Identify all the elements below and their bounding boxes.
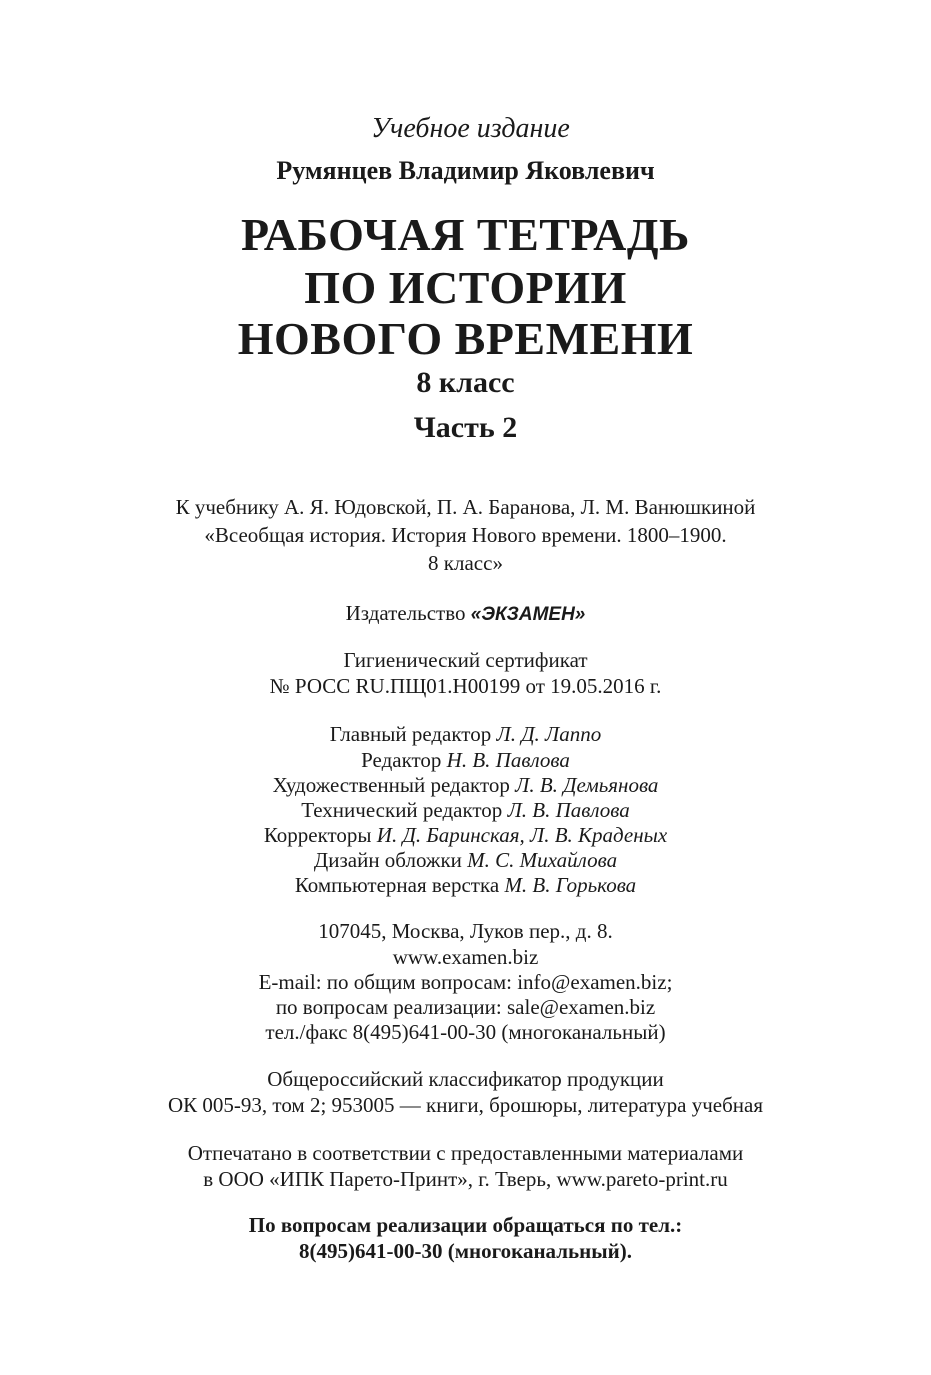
textbook-reference-line-2: «Всеобщая история. История Нового времени. 1800–1900. bbox=[204, 523, 727, 547]
certificate-line-1: Гигиенический сертификат bbox=[343, 648, 588, 672]
staff-role: Художественный редактор bbox=[272, 773, 516, 797]
staff-role: Дизайн обложки bbox=[313, 848, 468, 872]
part-label: Часть 2 bbox=[413, 411, 518, 444]
edition-kind: Учебное издание bbox=[371, 113, 570, 144]
grade-label: 8 класс bbox=[416, 366, 515, 399]
staff-person: И. Д. Баринская, Л. В. Краденых bbox=[376, 823, 668, 847]
website-line: www.examen.biz bbox=[392, 945, 539, 969]
staff-person: Л. В. Демьянова bbox=[515, 773, 659, 797]
staff-chief-editor bbox=[0, 722, 931, 747]
classifier-line-1: Общероссийский классификатор продукции bbox=[267, 1067, 664, 1091]
staff-role: Корректоры bbox=[263, 823, 377, 847]
book-title-line-2: ПО ИСТОРИИ bbox=[304, 262, 627, 313]
staff-cover-design bbox=[0, 848, 931, 873]
staff-technical-editor bbox=[0, 798, 931, 823]
publisher-name: «ЭКЗАМЕН» bbox=[470, 604, 586, 625]
sales-contact-line-2: 8(495)641-00-30 (многоканальный). bbox=[299, 1239, 632, 1263]
book-title-line-1: РАБОЧАЯ ТЕТРАДЬ bbox=[241, 209, 690, 260]
staff-person: Л. Д. Лаппо bbox=[496, 722, 602, 746]
author-name: Румянцев Владимир Яковлевич bbox=[276, 156, 655, 185]
printed-line-2: в ООО «ИПК Парето-Принт», г. Тверь, www.pareto-print.ru bbox=[203, 1167, 728, 1191]
address-line: 107045, Москва, Луков пер., д. 8. bbox=[318, 919, 613, 943]
staff-role: Компьютерная верстка bbox=[294, 873, 505, 897]
publisher-line bbox=[0, 601, 931, 626]
staff-layout bbox=[0, 873, 931, 898]
staff-editor bbox=[0, 748, 931, 773]
email-general-line: E-mail: по общим вопросам: info@examen.biz; bbox=[258, 970, 673, 994]
classifier-line-2: ОК 005-93, том 2; 953005 — книги, брошюры, литература учебная bbox=[168, 1093, 763, 1117]
staff-person: Н. В. Павлова bbox=[446, 748, 570, 772]
staff-person: М. С. Михайлова bbox=[467, 848, 618, 872]
staff-role: Редактор bbox=[361, 748, 447, 772]
book-title-line-3: НОВОГО ВРЕМЕНИ bbox=[237, 313, 694, 364]
staff-role: Технический редактор bbox=[301, 798, 508, 822]
email-sales-line: по вопросам реализации: sale@examen.biz bbox=[275, 995, 656, 1019]
publisher-label: Издательство bbox=[345, 601, 471, 625]
certificate-line-2: № РОСС RU.ПЩ01.Н00199 от 19.05.2016 г. bbox=[269, 674, 662, 698]
staff-person: М. В. Горькова bbox=[504, 873, 637, 897]
textbook-reference-line-3: 8 класс» bbox=[428, 551, 503, 575]
staff-proofreaders bbox=[0, 823, 931, 848]
staff-role: Главный редактор bbox=[329, 722, 497, 746]
printed-line-1: Отпечатано в соответствии с предоставленными материалами bbox=[187, 1141, 744, 1165]
staff-art-editor bbox=[0, 773, 931, 798]
sales-contact-line-1: По вопросам реализации обращаться по тел.: bbox=[248, 1213, 683, 1237]
phone-fax-line: тел./факс 8(495)641-00-30 (многоканальный) bbox=[265, 1020, 666, 1044]
staff-person: Л. В. Павлова bbox=[507, 798, 630, 822]
textbook-reference-line-1: К учебнику А. Я. Юдовской, П. А. Баранова, Л. М. Ванюшкиной bbox=[175, 495, 756, 519]
